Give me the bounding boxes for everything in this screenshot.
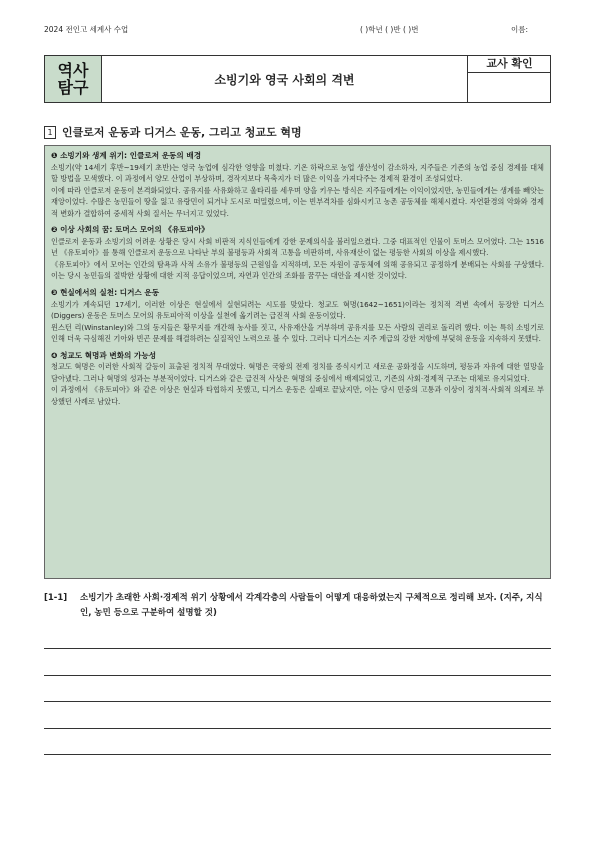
answer-line[interactable] [44,728,551,729]
history-inquiry-badge [44,55,102,103]
answer-line[interactable] [44,701,551,702]
passage-paragraph: 소빙기(약 14세기 후반~19세기 초반)는 영국 농업에 심각한 영향을 미쳤다. 기온 하락으로 농업 생산성이 감소하자, 지주들은 기존의 농업 중심 경제를 대체할 방법을 모색했다. 이 과정에서 양모 산업이 부상하며, 경작지보다 목축지가 더 많은 이익을 가져다주는 경제적 환경이 조성되었다. [51,162,544,184]
passage-section [51,287,544,345]
passage-paragraph: 인클로저 운동과 소빙기의 어려운 상황은 당시 사회 비판적 지식인들에게 강한 문제의식을 불러일으켰다. 그중 대표적인 인물이 토머스 모어였다. 그는 1516년 《유토피아》를 통해 인클로저 운동으로 나타난 부의 불평등과 사회적 고통을 비판하며, 사유재산이 없는 평등한 사회의 이상을 제시했다. [51,236,544,258]
section-number: 1 [44,126,56,139]
passage-section-title: ❹ 청교도 혁명과 변화의 가능성 [51,350,157,360]
section-title: 인클로저 운동과 디거스 운동, 그리고 청교도 혁명 [62,126,302,139]
badge-label: 역사 탐구 [57,61,89,97]
passage-section-title: ❸ 현실에서의 실천: 디거스 운동 [51,288,160,298]
class-number-blank: ( )학년 ( )반 ( )번 [360,25,419,34]
worksheet-title: 소빙기와 영국 사회의 격변 [214,72,355,87]
question-text: 소빙기가 초래한 사회·경제적 위기 상황에서 각계각층의 사람들이 어떻게 대응하였는지 구체적으로 정리해 보자. (지주, 지식인, 농민 등으로 구분하여 설명할 것) [80,593,543,618]
passage-paragraph: 윈스턴 리(Winstanley)와 그의 동지들은 황무지를 개간해 농사를 짓고, 사유재산을 거부하며 공유지를 모든 사람의 권리로 돌리려 했다. 이는 특히 소빙기로 인해 더욱 극심해진 기아와 빈곤 문제를 해결하려는 실질적인 노력으로 볼 수 있다. 그러나 디거스는 지주 계급의 강한 저항에 부딪혀 운동을 지속하지 못했다. [51,322,544,344]
passage-section-title: ❷ 이상 사회의 꿈: 토머스 모어의 《유토피아》 [51,225,209,235]
answer-line[interactable] [44,675,551,676]
name-label: 이름: [511,25,529,34]
passage-section [51,150,544,219]
passage-section [51,350,544,408]
answer-line[interactable] [44,648,551,649]
question-1-1 [44,591,551,621]
school-course-label: 2024 전인고 세계사 수업 [44,25,129,34]
answer-line[interactable] [44,754,551,755]
passage-section-title: ❶ 소빙기와 생계 위기: 인클로저 운동의 배경 [51,151,202,160]
teacher-check-label: 교사 확인 [467,55,551,73]
reading-passage-box [44,145,551,579]
passage-paragraph: 《유토피아》에서 모어는 인간의 탐욕과 사적 소유가 불평등의 근원임을 지적하며, 모든 자원이 공동체에 의해 공유되고 공정하게 분배되는 사회를 구상했다. 이는 당시 농민들의 절박한 상황에 대한 지적 응답이었으며, 자연과 인간의 조화를 꿈꾸는 대안을 제시한 것이었다. [51,259,544,281]
passage-paragraph: 이에 따라 인클로저 운동이 본격화되었다. 공유지를 사유화하고 울타리를 세우며 양을 키우는 방식은 지주들에게는 이익이었지만, 농민들에게는 생계를 빼앗는 재앙이었다. 수많은 농민들이 땅을 잃고 유랑민이 되거나 도시로 떠밀렸으며, 이는 빈부격차를 심화시키고 농촌 공동체를 해체시켰다. 자연환경의 악화와 경제적 변화가 결합하여 중세적 사회 질서는 무너지고 있었다. [51,185,544,218]
section-heading [44,124,302,140]
passage-paragraph: 청교도 혁명은 이러한 사회적 갈등이 표출된 정치적 무대였다. 혁명은 국왕의 전제 정치를 종식시키고 새로운 공화정을 시도하며, 평등과 자유에 대한 열망을 담아냈다. 그러나 혁명의 성과는 부분적이었다. 디거스와 같은 급진적 사상은 혁명의 중심에서 배제되었고, 기존의 사회·경제적 구조는 대체로 유지되었다. [51,362,544,383]
passage-section [51,224,544,282]
passage-paragraph: 이 과정에서 《유토피아》와 같은 이상은 현실과 타협하지 못했고, 디거스 운동은 실패로 끝났지만, 이는 당시 민중의 고통과 이상이 정치적·사회적 의제로 부상했던 사례로 남았다. [51,385,544,406]
question-number: [1-1] [44,593,68,603]
passage-paragraph: 소빙기가 계속되던 17세기, 이러한 이상은 현실에서 실현되려는 시도를 맞았다. 청교도 혁명(1642~1651)이라는 정치적 격변 속에서 등장한 디거스(Diggers) 운동은 토머스 모어의 유토피아적 이상을 실천에 옮기려는 급진적 사회 운동이었다. [51,299,544,321]
